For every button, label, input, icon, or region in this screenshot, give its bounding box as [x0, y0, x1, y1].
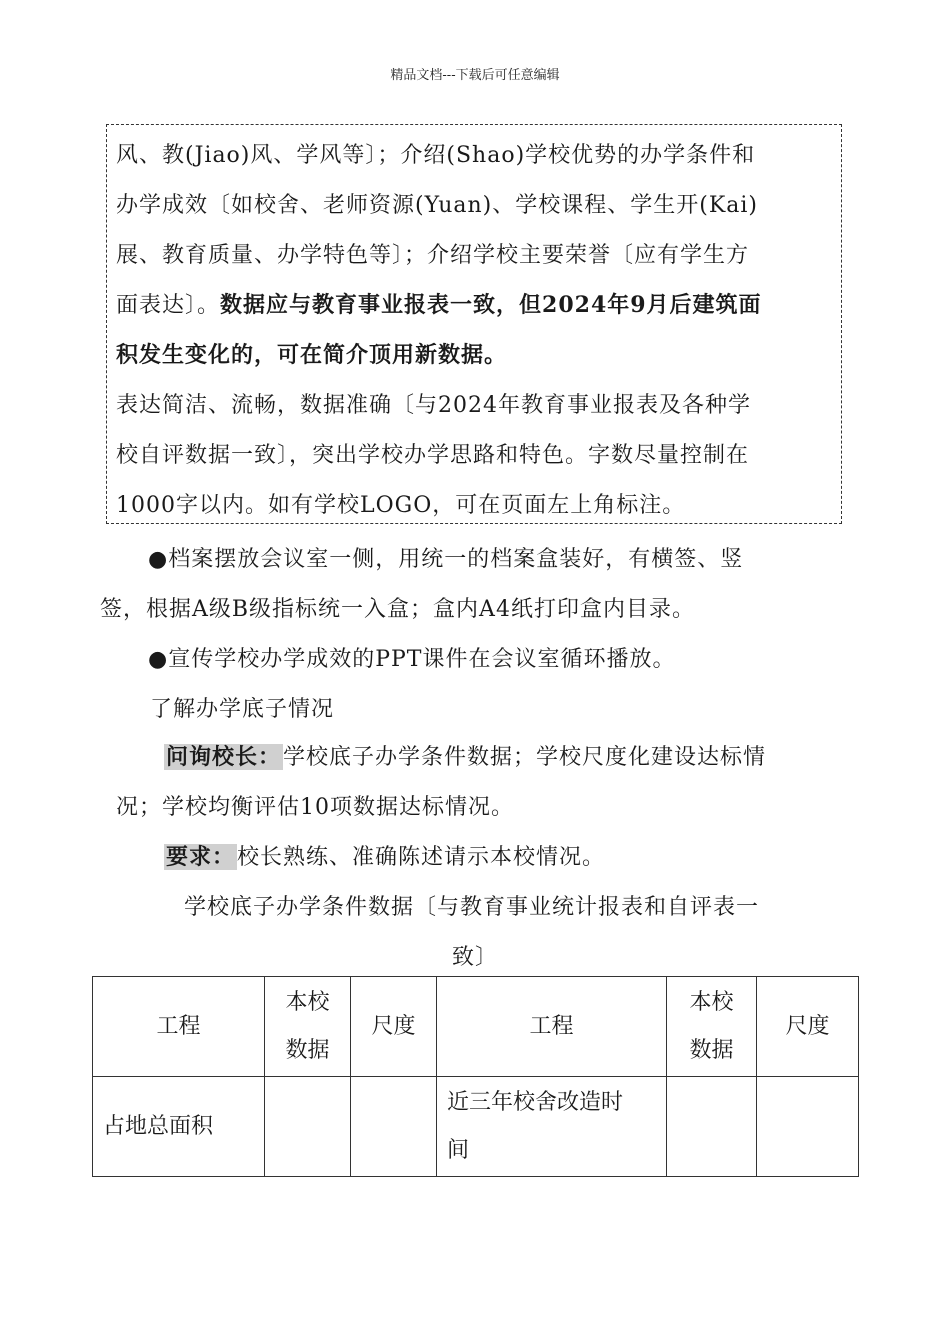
box-line-4: [116, 288, 762, 319]
requirement-text: 校长熟练、准确陈述请示本校情况。: [237, 845, 606, 870]
bullet-1-line-a: ●档案摆放会议室一侧，用统一的档案盒装好，有横签、竖: [148, 547, 744, 572]
header-project-2: 工程: [437, 977, 667, 1077]
cell-empty: [667, 1077, 757, 1177]
bullet-1-line-b: 签，根据A级B级指标统一入盒；盒内A4纸打印盒内目录。: [100, 597, 695, 622]
requirement-label: 要求：: [166, 844, 236, 870]
cell-empty: [757, 1077, 859, 1177]
ask-text-a: 学校底子办学条件数据；学校尺度化建设达标情: [283, 745, 767, 770]
cell-land-area: 占地总面积: [93, 1077, 265, 1177]
header-data-b: 数据: [689, 1037, 734, 1063]
header-project-1: 工程: [93, 977, 265, 1077]
cell-empty: [265, 1077, 351, 1177]
ask-principal-line: [164, 740, 766, 771]
box-line-4-text: 面表达〕。: [116, 293, 221, 318]
ask-label: 问询校长：: [166, 744, 282, 770]
box-bold-line-2: 积发生变化的，可在简介顶用新数据。: [116, 342, 508, 368]
header-school-data-2: [667, 977, 757, 1077]
header-data-a: 本校: [689, 989, 734, 1015]
cell-renovation-time: [437, 1077, 667, 1177]
conditions-table: [92, 976, 859, 1177]
cell-empty: [351, 1077, 437, 1177]
cell-renovation-b: 间: [447, 1137, 470, 1163]
box-line-3: 展、教育质量、办学特色等〕；介绍学校主要荣誉〔应有学生方: [116, 243, 750, 268]
header-standard-2: 尺度: [757, 977, 859, 1077]
cell-renovation-a: 近三年校舍改造时: [447, 1089, 624, 1115]
box-line-1: 风、教(Jiao)风、学风等〕；介绍(Shao)学校优势的办学条件和: [116, 143, 756, 168]
bullet-2: ●宣传学校办学成效的PPT课件在会议室循环播放。: [148, 647, 676, 672]
table-title-a: 学校底子办学条件数据〔与教育事业统计报表和自评表一: [184, 895, 760, 920]
box-bold-text: 数据应与教育事业报表一致，但2024年9月后建筑面: [220, 292, 762, 318]
section-heading: 了解办学底子情况: [150, 697, 335, 722]
header-data-a: 本校: [285, 989, 330, 1015]
header-standard-1: 尺度: [351, 977, 437, 1077]
box-line-6: 表达简洁、流畅，数据准确〔与2024年教育事业报表及各种学: [116, 393, 751, 418]
table-header-row: [93, 977, 859, 1077]
page-header: 精品文档---下载后可任意编辑: [390, 68, 560, 83]
ask-text-b: 况；学校均衡评估10项数据达标情况。: [116, 795, 514, 820]
box-line-8: 1000字以内。如有学校LOGO，可在页面左上角标注。: [116, 493, 686, 518]
box-line-7: 校自评数据一致〕，突出学校办学思路和特色。字数尽量控制在: [116, 443, 750, 468]
header-school-data-1: [265, 977, 351, 1077]
requirement-line: [164, 840, 605, 871]
table-title-b: 致〕: [451, 945, 498, 970]
table-row: [93, 1077, 859, 1177]
header-data-b: 数据: [285, 1037, 330, 1063]
box-line-2: 办学成效〔如校舍、老师资源(Yuan)、学校课程、学生开(Kai): [116, 193, 758, 218]
